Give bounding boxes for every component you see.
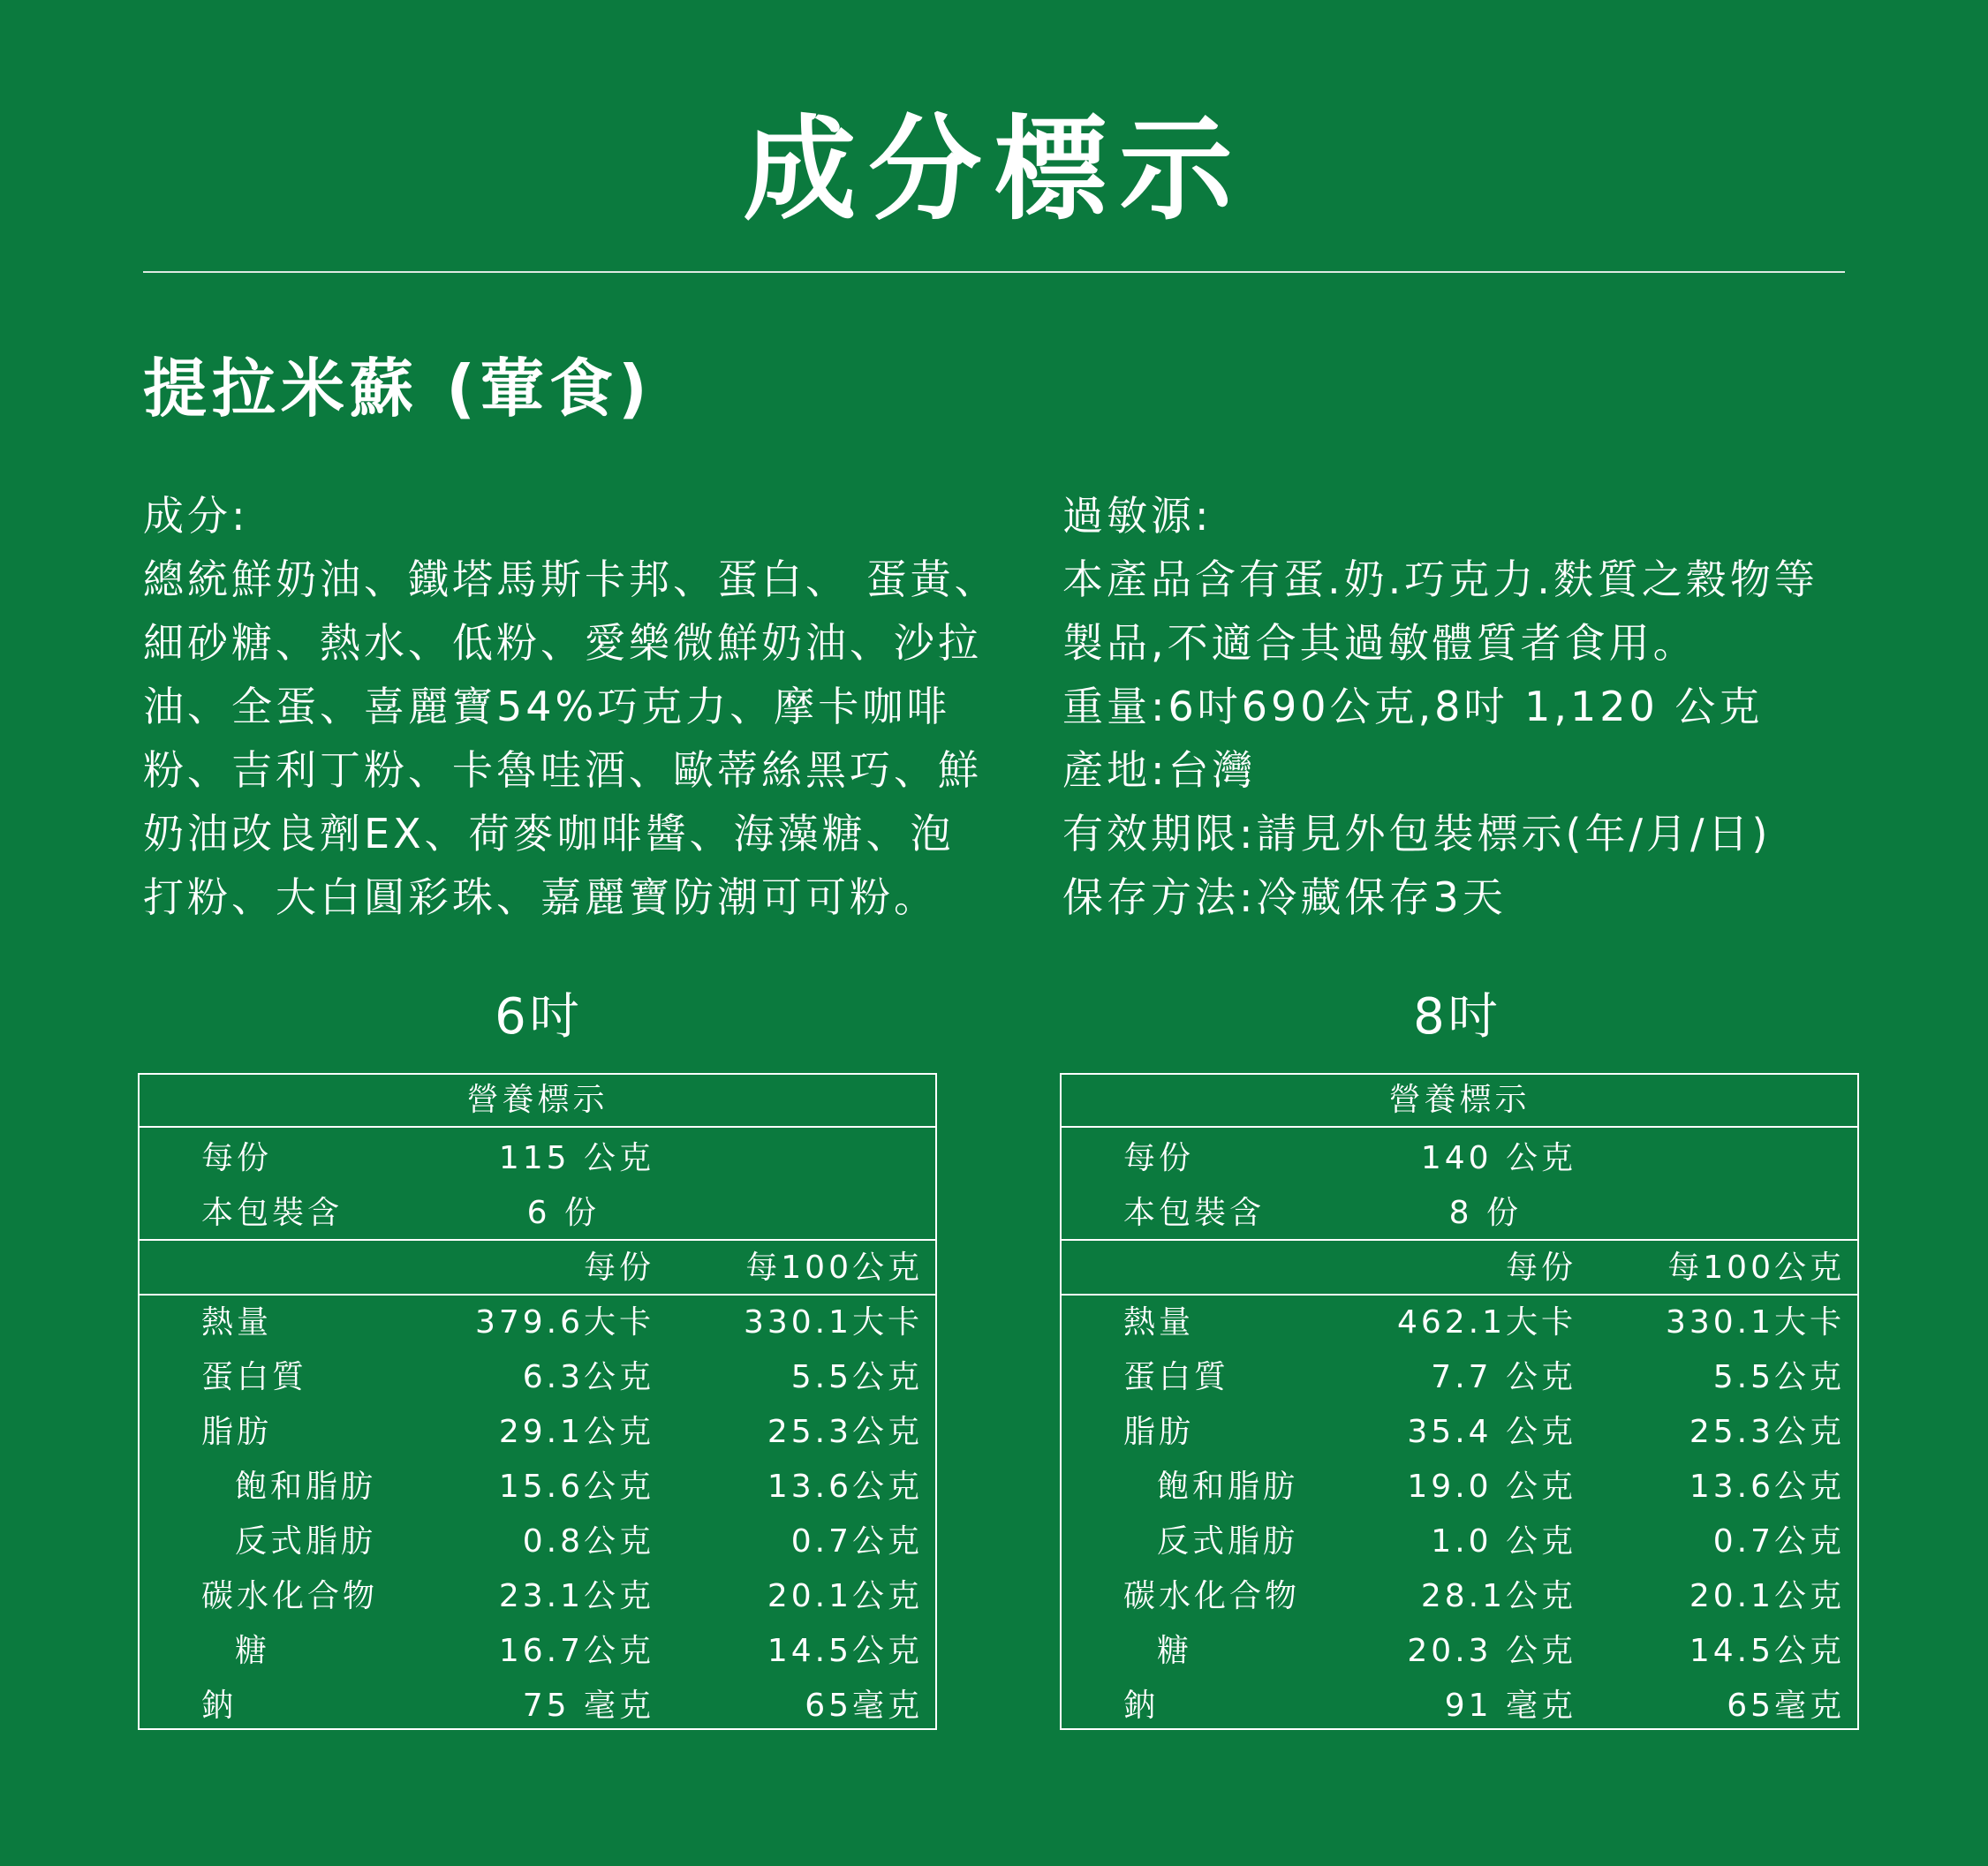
per-serving-value: 19.0 公克 [1407,1469,1576,1505]
ingredients-block [143,484,999,929]
serving-label: 每份 [1123,1140,1195,1176]
pack-value: 6 份 [526,1195,600,1231]
serving-value: 140 公克 [1420,1140,1576,1176]
per-serving-value: 35.4 公克 [1407,1414,1576,1450]
nutrient-name: 脂肪 [201,1414,273,1450]
per-100g-value: 330.1大卡 [743,1304,923,1341]
nutrition-heading: 營養標示 [466,1082,608,1118]
per-100g-value: 65毫克 [1727,1688,1845,1724]
nutrient-name: 鈉 [201,1688,238,1724]
col-per-serving: 每份 [583,1250,654,1286]
per-serving-value: 29.1公克 [498,1414,654,1450]
per-serving-value: 7.7 公克 [1431,1359,1576,1395]
nutrient-name: 鈉 [1123,1688,1160,1724]
allergens-line: 本產品含有蛋.奶.巧克力.麩質之穀物等 [1062,555,1818,603]
expiry-line: 有效期限:請見外包裝標示(年/月/日) [1062,810,1772,857]
col-per-100g: 每100公克 [1667,1250,1845,1286]
per-100g-value: 20.1公克 [767,1578,923,1614]
pack-label: 本包裝含 [201,1195,344,1231]
serving-value: 115 公克 [498,1140,654,1176]
ingredients-label: 成分: [143,492,249,540]
nutrient-name: 反式脂肪 [1157,1523,1299,1560]
nutrient-name: 蛋白質 [1123,1359,1230,1395]
title-divider [143,271,1845,273]
per-100g-value: 14.5公克 [1689,1633,1845,1669]
col-per-serving: 每份 [1505,1250,1576,1286]
per-serving-value: 15.6公克 [498,1469,654,1505]
col-per-100g: 每100公克 [745,1250,923,1286]
nutrient-name: 糖 [1157,1633,1193,1669]
nutrition-table-6inch [138,1073,937,1730]
nutrient-name: 熱量 [1123,1304,1195,1341]
per-serving-value: 23.1公克 [498,1578,654,1614]
storage-line: 保存方法:冷藏保存3天 [1062,873,1507,921]
nutrition-heading: 營養標示 [1388,1082,1531,1118]
per-100g-value: 13.6公克 [1689,1469,1845,1505]
per-100g-value: 13.6公克 [767,1469,923,1505]
nutrient-name: 碳水化合物 [201,1578,379,1614]
ingredients-line: 奶油改良劑EX、荷麥咖啡醬、海藻糖、泡 [143,810,955,857]
page-title: 成分標示 [743,104,1245,236]
allergens-label: 過敏源: [1062,492,1213,540]
per-serving-value: 28.1公克 [1420,1578,1576,1614]
size-label-6inch: 6吋 [495,988,583,1046]
nutrient-name: 飽和脂肪 [1157,1469,1299,1505]
table-rule [1062,1126,1857,1128]
pack-label: 本包裝含 [1123,1195,1266,1231]
per-serving-value: 6.3公克 [522,1359,654,1395]
weight-line: 重量:6吋690公克,8吋 1,120 公克 [1062,683,1764,730]
origin-line: 產地:台灣 [1062,746,1257,794]
per-100g-value: 330.1大卡 [1665,1304,1845,1341]
per-serving-value: 0.8公克 [522,1523,654,1560]
nutrient-name: 飽和脂肪 [235,1469,377,1505]
per-serving-value: 91 毫克 [1444,1688,1576,1724]
per-100g-value: 0.7公克 [790,1523,923,1560]
per-100g-value: 25.3公克 [767,1414,923,1450]
nutrient-name: 反式脂肪 [235,1523,377,1560]
per-serving-value: 20.3 公克 [1407,1633,1576,1669]
nutrient-name: 熱量 [201,1304,273,1341]
ingredients-line: 油、全蛋、喜麗寶54%巧克力、摩卡咖啡 [143,683,951,730]
per-serving-value: 16.7公克 [498,1633,654,1669]
nutrition-table-8inch [1060,1073,1859,1730]
nutrient-name: 糖 [235,1633,271,1669]
per-100g-value: 25.3公克 [1689,1414,1845,1450]
per-serving-value: 379.6大卡 [474,1304,654,1341]
ingredients-line: 粉、吉利丁粉、卡魯哇酒、歐蒂絲黑巧、鮮 [143,746,982,794]
ingredients-line: 打粉、大白圓彩珠、嘉麗寶防潮可可粉。 [143,873,938,921]
per-100g-value: 5.5公克 [1712,1359,1845,1395]
per-serving-value: 462.1大卡 [1396,1304,1576,1341]
nutrient-name: 碳水化合物 [1123,1578,1301,1614]
nutrient-name: 蛋白質 [201,1359,308,1395]
per-100g-value: 20.1公克 [1689,1578,1845,1614]
per-100g-value: 65毫克 [805,1688,923,1724]
product-name: 提拉米蘇 (葷食) [143,351,653,426]
per-100g-value: 14.5公克 [767,1633,923,1669]
allergens-line: 製品,不適合其過敏體質者食用。 [1062,619,1697,667]
ingredients-line: 總統鮮奶油、鐵塔馬斯卡邦、蛋白、 蛋黃、 [143,555,999,603]
per-serving-value: 1.0 公克 [1431,1523,1576,1560]
allergens-block [1062,484,1857,929]
nutrient-name: 脂肪 [1123,1414,1195,1450]
pack-value: 8 份 [1448,1195,1522,1231]
table-rule [140,1126,935,1128]
per-100g-value: 0.7公克 [1712,1523,1845,1560]
serving-label: 每份 [201,1140,273,1176]
size-label-8inch: 8吋 [1413,988,1501,1046]
per-serving-value: 75 毫克 [522,1688,654,1724]
ingredients-line: 細砂糖、熱水、低粉、愛樂微鮮奶油、沙拉 [143,619,982,667]
per-100g-value: 5.5公克 [790,1359,923,1395]
